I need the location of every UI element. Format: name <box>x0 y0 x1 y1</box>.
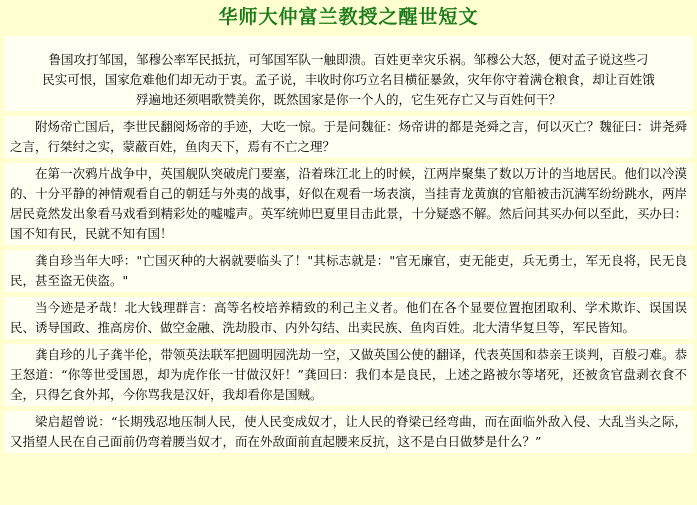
paragraph-gong-zizhen: 龚自珍当年大呼："亡国灭种的大祸就要临头了！"其标志就是："官无廉官，吏无能吏，兵无勇士，军无良将，民无良民，甚至盗无侠盗。" <box>4 250 693 292</box>
paragraph-gong-banlun: 龚自珍的儿子龚半伦，带领英法联军把圆明园洗劫一空，又做英国公使的翻译，代表英国和恭亲王谈判，百般刁难。恭王怒道：“你等世受国恩，却为虎作伥一甘做汉奸！”龚回曰：我们本是良民，上述之路被尔等堵死，还被贪官盘剥衣食不全，只得乞食外邦，今你骂我是汉奸，我却看你是国贼。 <box>4 344 693 406</box>
paragraph-line: 殍遍地还须唱歌赞美你，既然国家是你一个人的，它生死存亡又与百姓何干？ <box>135 92 561 107</box>
article-page <box>0 4 697 505</box>
paragraph-liang-qichao: 梁启超曾说：“长期残忍地压制人民，使人民变成奴才，让人民的脊梁已经弯曲，而在面临外敌入侵、大乱当头之际，又指望人民在自己面前仍弯着腰当奴才，而在外敌面前直起腰来反抗，这不是白日做梦是什么？” <box>4 411 693 453</box>
paragraph-line: 鲁国攻打邹国，邹穆公率军民抵抗，可邹国军队一触即溃。百姓更幸灾乐祸。邹穆公大怒，便对孟子说这些刁 <box>48 52 649 67</box>
article-title: 华师大仲富兰教授之醒世短文 <box>218 6 479 28</box>
paragraph-opium-war: 在第一次鸦片战争中，英国舰队突破虎门要塞，沿着珠江北上的时候，江两岸聚集了数以万计的当地居民。他们以冷漠的、十分平静的神情观看自己的朝廷与外夷的战事，好似在观看一场表演，当挂青龙黄旗的官船被击沉满军纷纷跳水，两岸居民竟然发出象看马戏看到精彩处的嘘嘘声。英军统帅巴夏里目击此景，十分疑惑不解。然后问其买办何以至此，买办曰：国不知有民，民就不知有国！ <box>4 163 693 245</box>
paragraph-line: 民实可恨，国家危难他们却无动于衷。孟子说，丰收时你巧立名目横征暴敛，灾年你守着满仓粮食，却让百姓饿 <box>42 72 655 87</box>
paragraph-lu-zou <box>4 36 693 111</box>
paragraph-qian-liqun: 当今迹是矛哉！北大钱理群言：高等名校培养精致的利己主义者。他们在各个显要位置抱团取利、学术欺诈、误国误民、诱导国政、推高房价、做空金融、洗劫股市、内外勾结、出卖民族、鱼肉百姓。北大清华复旦等，军民皆知。 <box>4 297 693 339</box>
paragraph-sui-yangdi: 附炀帝亡国后，李世民翻阅炀帝的手迹，大吃一惊。于是问魏征：炀帝讲的都是尧舜之言，何以灭亡？魏征曰：讲尧舜之言，行桀纣之实，蒙蔽百姓，鱼肉天下，焉有不亡之理？ <box>4 116 693 158</box>
